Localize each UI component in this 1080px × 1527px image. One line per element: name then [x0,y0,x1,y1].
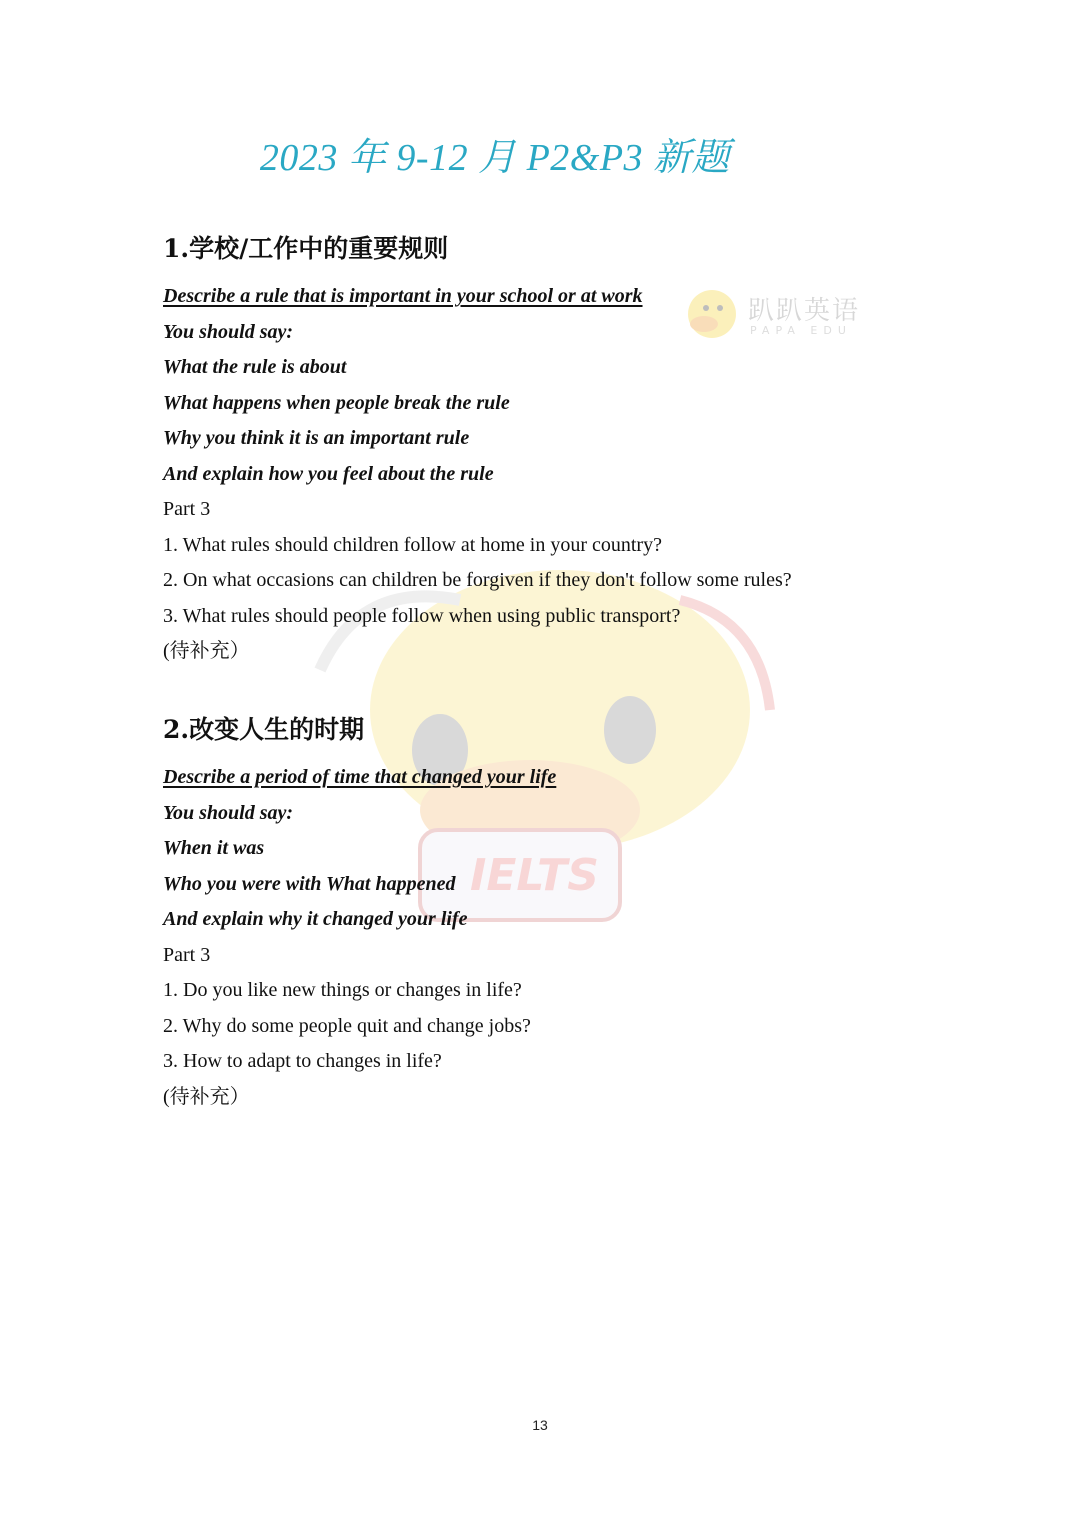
topic-section-rule [163,229,923,670]
brand-subtitle: PAPA EDU [750,324,852,337]
part-label: Part 3 [163,498,211,520]
cue-card-title: Describe a period of time that changed your life [163,766,557,788]
cue-prompt: You should say: [163,320,294,343]
cue-prompt: When it was [163,837,265,859]
part3-question: 3. What rules should people follow when using public transport? [163,604,681,627]
cue-prompt: And explain how you feel about the rule [163,462,494,485]
cue-card-title: Describe a rule that is important in your school or at work [163,285,643,307]
cue-prompt: And explain why it changed your life [163,908,468,930]
cue-prompt: You should say: [163,801,294,824]
section-heading: 1.学校/工作中的重要规则 [163,234,449,263]
svg-text:IELTS: IELTS [470,850,599,901]
cue-prompt: What the rule is about [163,356,347,378]
brand-name: 趴趴英语 [748,296,861,326]
page-number: 13 [532,1417,548,1433]
page-title: 2023 年 9-12 月 P2&P3 新题 [259,137,731,179]
pending-note: (待补充） [163,640,250,662]
cue-prompt: What happens when people break the rule [163,391,510,414]
part-label: Part 3 [163,943,211,966]
pending-note: (待补充） [163,1085,250,1108]
section-heading: 2.改变人生的时期 [163,715,365,744]
topic-section-life-change [163,710,923,1115]
part3-question: 2. Why do some people quit and change jobs? [163,1014,531,1037]
part3-question: 1. What rules should children follow at home in your country? [163,533,662,556]
cue-prompt: Who you were with What happened [163,872,456,895]
part3-question: 2. On what occasions can children be forgiven if they don't follow some rules? [163,569,792,591]
part3-question: 3. How to adapt to changes in life? [163,1050,442,1072]
part3-question: 1. Do you like new things or changes in life? [163,979,522,1001]
cue-prompt: Why you think it is an important rule [163,427,470,449]
